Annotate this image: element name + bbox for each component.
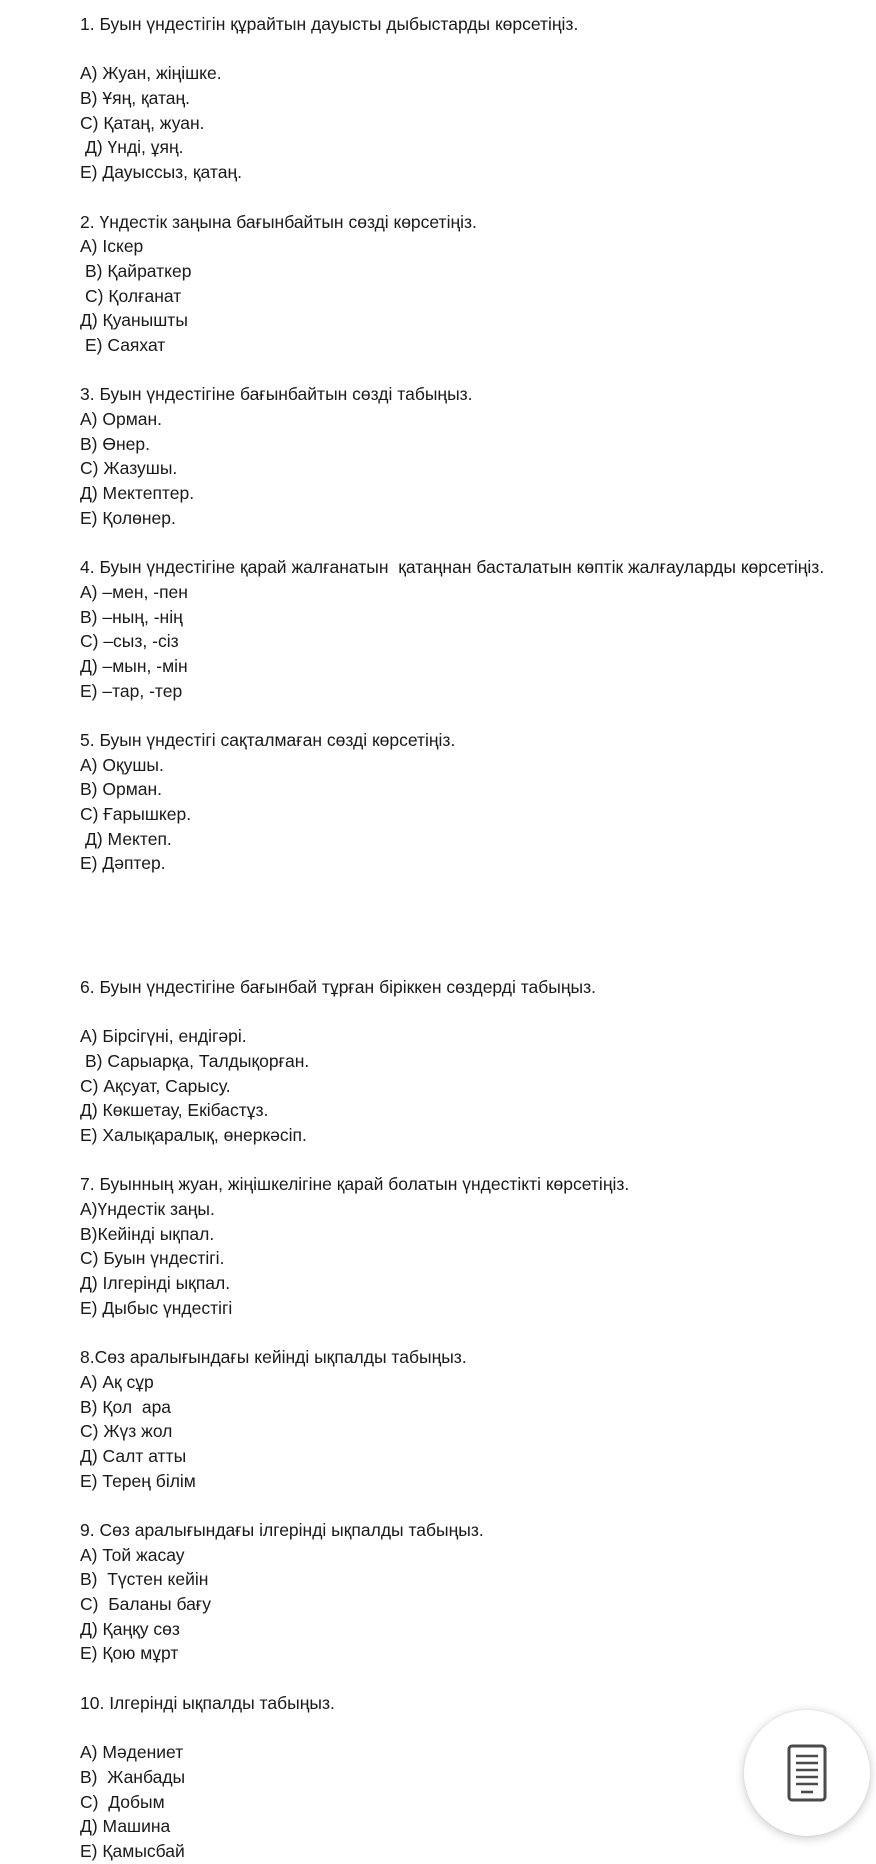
answer-option: Д) Үнді, ұяң. <box>85 137 184 158</box>
answer-option: Е) Халықаралық, өнеркәсіп. <box>80 1124 307 1145</box>
answer-option: А) Ақ сұр <box>80 1371 154 1392</box>
document <box>80 12 870 1864</box>
answer-option: В) Қайраткер <box>85 260 192 281</box>
answer-option: Д) Мектеп. <box>85 828 172 849</box>
answer-option: В) Өнер. <box>80 433 150 454</box>
question-title: 10. Ілгерінді ықпалды табыңыз. <box>80 1692 335 1713</box>
answer-option: Е) Дәптер. <box>80 853 166 874</box>
answer-option: С) Жазушы. <box>80 458 178 479</box>
answer-option: Д) Мектептер. <box>80 483 195 504</box>
question-7 <box>80 1172 870 1320</box>
answer-option: А) Жуан, жіңішке. <box>80 63 222 84</box>
answer-option: Е) Дауыссыз, қатаң. <box>80 162 242 183</box>
answer-option: А) Оқушы. <box>80 754 164 775</box>
question-title: 6. Буын үндестігіне бағынбай тұрған біріккен сөздерді табыңыз. <box>80 976 597 997</box>
answer-option: В) Жанбады <box>80 1766 186 1787</box>
answer-option: А)Үндестік заңы. <box>80 1199 215 1220</box>
question-title: 4. Буын үндестігіне қарай жалғанатын қатаңнан басталатын көптік жалғауларды көрсетіңіз. <box>80 557 825 578</box>
question-title: 8.Сөз аралығындағы кейінді ықпалды табыңыз. <box>80 1347 467 1368</box>
answer-option: С) Жүз жол <box>80 1421 173 1442</box>
question-title: 3. Буын үндестігіне бағынбайтын сөзді табыңыз. <box>80 384 473 405</box>
question-2 <box>80 210 870 358</box>
answer-option: Е) Қамысбай <box>80 1840 185 1861</box>
answer-option: Д) Ілгерінді ықпал. <box>80 1273 231 1294</box>
question-title: 1. Буын үндестігін құрайтын дауысты дыбыстарды көрсетіңіз. <box>80 14 579 34</box>
answer-option: Е) Саяхат <box>85 334 166 355</box>
answer-option: С) Қатаң, жуан. <box>80 112 205 133</box>
answer-option: Д) Көкшетау, Екібастұз. <box>80 1100 269 1121</box>
answer-option: Е) Қолөнер. <box>80 507 176 528</box>
answer-option: А) Мәдениет <box>80 1742 184 1763</box>
answer-option: С) Баланы бағу <box>80 1594 211 1615</box>
answer-option: Д) Қуанышты <box>80 310 188 331</box>
answer-option: В) Ұяң, қатаң. <box>80 88 191 109</box>
answer-option: С) Ақсуат, Сарысу. <box>80 1075 231 1096</box>
question-4 <box>80 555 870 703</box>
question-title: 5. Буын үндестігі сақталмаған сөзді көрсетіңіз. <box>80 729 456 750</box>
answer-option: А) Бірсігүні, ендігәрі. <box>80 1026 247 1047</box>
answer-option: Е) Дыбыс үндестігі <box>80 1297 233 1318</box>
question-9 <box>80 1518 870 1666</box>
question-3 <box>80 382 870 530</box>
question-8 <box>80 1345 870 1493</box>
answer-option: Д) Салт атты <box>80 1445 187 1466</box>
document-icon <box>787 1744 827 1802</box>
answer-option: С) –сыз, -сіз <box>80 631 179 652</box>
floating-document-button[interactable] <box>744 1710 870 1836</box>
answer-option: В) –ның, -нің <box>80 606 183 627</box>
question-title: 9. Сөз аралығындағы ілгерінді ықпалды табыңыз. <box>80 1519 484 1540</box>
answer-option: Е) Терең білім <box>80 1470 196 1491</box>
answer-option: В) Түстен кейін <box>80 1569 209 1590</box>
question-title: 2. Үндестік заңына бағынбайтын сөзді көрсетіңіз. <box>80 211 477 232</box>
answer-option: С) Добым <box>80 1791 165 1812</box>
answer-option: Д) Машина <box>80 1816 171 1837</box>
answer-option: В) Қол ара <box>80 1396 172 1417</box>
answer-option: А) Той жасау <box>80 1544 185 1565</box>
answer-option: А) Іскер <box>80 236 144 257</box>
answer-option: Д) –мын, -мін <box>80 655 188 676</box>
answer-option: Е) –тар, -тер <box>80 680 183 701</box>
answer-option: В)Кейінді ықпал. <box>80 1223 215 1244</box>
question-1 <box>80 12 870 185</box>
answer-option: А) –мен, -пен <box>80 581 188 602</box>
question-title: 7. Буынның жуан, жіңішкелігіне қарай болатын үндестікті көрсетіңіз. <box>80 1174 630 1195</box>
answer-option: А) Орман. <box>80 409 162 429</box>
answer-option: Д) Қаңқу сөз <box>80 1618 180 1639</box>
question-6 <box>80 975 870 1148</box>
answer-option: Е) Қою мұрт <box>80 1643 179 1664</box>
answer-option: С) Буын үндестігі. <box>80 1248 225 1269</box>
answer-option: С) Ғарышкер. <box>80 804 192 824</box>
question-5 <box>80 728 870 876</box>
answer-option: В) Орман. <box>80 779 162 800</box>
answer-option: В) Сарыарқа, Талдықорған. <box>85 1050 310 1071</box>
answer-option: С) Қолғанат <box>85 285 182 306</box>
